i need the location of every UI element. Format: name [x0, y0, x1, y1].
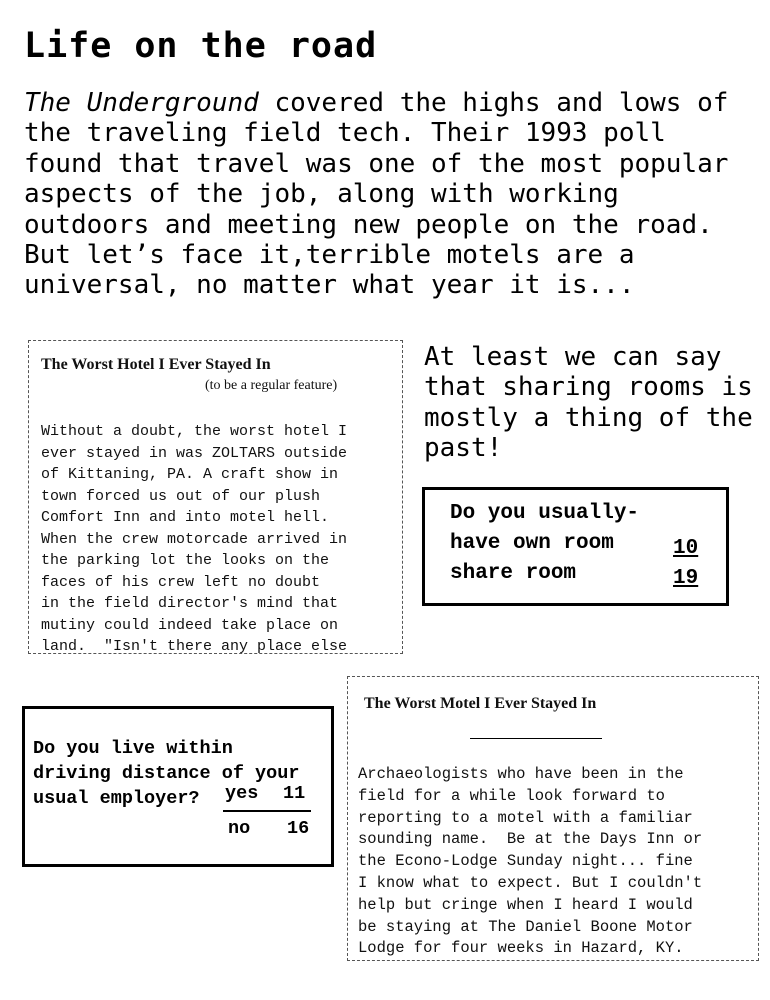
motel-clipping	[347, 676, 759, 961]
distance-poll-question: Do you live within driving distance of your usual employer?	[33, 738, 300, 809]
room-poll-option-count: 10	[673, 537, 699, 560]
page-title: Life on the road	[24, 26, 378, 66]
distance-poll-no-count: 16	[287, 818, 310, 839]
intro-paragraph	[24, 88, 754, 301]
aside-comment: At least we can say that sharing rooms is mostly a thing of the past!	[424, 342, 753, 464]
hotel-clipping-subheading: (to be a regular feature)	[205, 378, 338, 393]
room-poll-option-count: 19	[673, 567, 699, 590]
publication-name: The Underground	[24, 88, 259, 118]
hotel-clipping-heading: The Worst Hotel I Ever Stayed In	[41, 356, 271, 373]
hotel-clipping	[28, 340, 403, 654]
room-poll-question: Do you usually-	[450, 502, 640, 525]
distance-poll-no-label: no	[228, 818, 251, 839]
distance-poll-yes-label: yes	[225, 783, 259, 804]
motel-clipping-rule	[470, 738, 602, 739]
room-poll-option-label: have own room	[450, 532, 614, 555]
room-poll-box	[422, 487, 729, 606]
motel-clipping-heading: The Worst Motel I Ever Stayed In	[364, 695, 597, 712]
intro-text: covered the highs and lows of the traveling field tech. Their 1993 poll found that travel was one of the most popular aspects of the job, along with working outdoors and meeting new people on the road. But let’s face it,terrible motels are a universal, no matter what year it is...	[24, 88, 729, 301]
distance-poll-divider	[223, 810, 311, 812]
room-poll-option-label: share room	[450, 562, 577, 585]
motel-clipping-body: Archaeologists who have been in the field for a while look forward to reporting to a motel with a familiar sounding name. Be at the Days Inn or the Econo-Lodge Sunday night... fine I know what to expect. But I couldn't help but cringe when I heard I would be staying at The Daniel Boone Motor Lodge for four weeks in Hazard, KY.	[358, 765, 703, 958]
distance-poll-box	[22, 706, 334, 867]
hotel-clipping-body: Without a doubt, the worst hotel I ever stayed in was ZOLTARS outside of Kittaning, PA. A craft show in town forced us out of our plush Comfort Inn and into motel hell. When the crew motorcade arrived in the parking lot the looks on the faces of his crew left no doubt in the field director's mind that mutiny could indeed take place on land. "Isn't there any place else	[41, 423, 348, 654]
distance-poll-yes-count: 11	[283, 783, 306, 804]
